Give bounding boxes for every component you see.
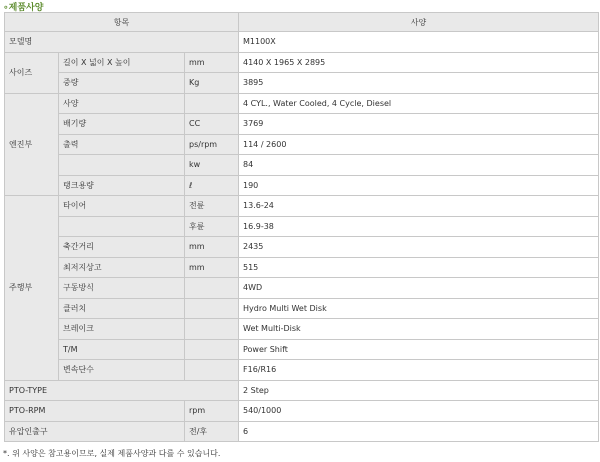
row-value: 4 CYL., Water Cooled, 4 Cycle, Diesel: [239, 93, 599, 114]
row-unit: [185, 278, 239, 299]
row-value: Wet Multi-Disk: [239, 319, 599, 340]
row-value: 4WD: [239, 278, 599, 299]
row-unit: [185, 339, 239, 360]
row-unit: 후륜: [185, 216, 239, 237]
row-label: 탱크용량: [59, 175, 185, 196]
table-row: [5, 196, 599, 217]
row-unit: 전륜: [185, 196, 239, 217]
footnote: *. 위 사양은 참고용이므로, 실제 제품사양과 다를 수 있습니다.: [3, 449, 221, 458]
table-row: [5, 73, 599, 94]
row-unit: mm: [185, 257, 239, 278]
table-row: [5, 32, 599, 53]
row-value: 6: [239, 421, 599, 442]
row-value: 4140 X 1965 X 2895: [239, 52, 599, 73]
row-value: 540/1000: [239, 401, 599, 422]
row-label: 변속단수: [59, 360, 185, 381]
table-row: [5, 339, 599, 360]
table-row: [5, 52, 599, 73]
row-label: 구동방식: [59, 278, 185, 299]
table-row: [5, 175, 599, 196]
header-item: 항목: [5, 13, 239, 32]
row-unit: rpm: [185, 401, 239, 422]
table-row: [5, 421, 599, 442]
row-value: 84: [239, 155, 599, 176]
table-row: [5, 380, 599, 401]
row-unit: mm: [185, 52, 239, 73]
row-value: M1100X: [239, 32, 599, 53]
row-category: 사이즈: [5, 52, 59, 93]
row-unit: [185, 298, 239, 319]
row-label: 중량: [59, 73, 185, 94]
row-label: 브레이크: [59, 319, 185, 340]
row-unit: [185, 93, 239, 114]
table-row: [5, 93, 599, 114]
row-label: 타이어: [59, 196, 185, 217]
table-row: [5, 237, 599, 258]
row-unit: ℓ: [185, 175, 239, 196]
row-category: PTO-RPM: [5, 401, 185, 422]
row-unit: kw: [185, 155, 239, 176]
row-unit: mm: [185, 237, 239, 258]
row-value: 2435: [239, 237, 599, 258]
row-value: 114 / 2600: [239, 134, 599, 155]
row-category: PTO-TYPE: [5, 380, 239, 401]
row-unit: Kg: [185, 73, 239, 94]
row-label: 축간거리: [59, 237, 185, 258]
row-value: 2 Step: [239, 380, 599, 401]
table-row: [5, 298, 599, 319]
row-value: 515: [239, 257, 599, 278]
row-value: 13.6-24: [239, 196, 599, 217]
row-label: T/M: [59, 339, 185, 360]
row-unit: ps/rpm: [185, 134, 239, 155]
row-category: 유압인출구: [5, 421, 185, 442]
table-row: [5, 360, 599, 381]
row-label: 클러치: [59, 298, 185, 319]
row-label: [59, 216, 185, 237]
table-row: [5, 278, 599, 299]
row-label: 길이 X 넓이 X 높이: [59, 52, 185, 73]
row-value: 3895: [239, 73, 599, 94]
spec-table: [4, 12, 599, 442]
row-value: 190: [239, 175, 599, 196]
row-label: 출력: [59, 134, 185, 155]
header-spec: 사양: [239, 13, 599, 32]
row-unit: 전/후: [185, 421, 239, 442]
table-row: [5, 216, 599, 237]
row-label: [59, 155, 185, 176]
row-value: 16.9-38: [239, 216, 599, 237]
row-value: Hydro Multi Wet Disk: [239, 298, 599, 319]
row-category: 엔진부: [5, 93, 59, 196]
row-label: 배기량: [59, 114, 185, 135]
row-label: 사양: [59, 93, 185, 114]
row-value: 3769: [239, 114, 599, 135]
table-row: [5, 114, 599, 135]
row-unit: CC: [185, 114, 239, 135]
table-row: [5, 401, 599, 422]
row-label: 최저지상고: [59, 257, 185, 278]
section-title: ∘제품사양: [3, 3, 44, 13]
row-unit: [185, 319, 239, 340]
row-unit: [185, 360, 239, 381]
table-row: [5, 319, 599, 340]
row-value: Power Shift: [239, 339, 599, 360]
table-row: [5, 257, 599, 278]
table-header-row: [5, 13, 599, 32]
row-category: 주행부: [5, 196, 59, 381]
row-category: 모델명: [5, 32, 239, 53]
table-row: [5, 134, 599, 155]
row-value: F16/R16: [239, 360, 599, 381]
table-row: [5, 155, 599, 176]
